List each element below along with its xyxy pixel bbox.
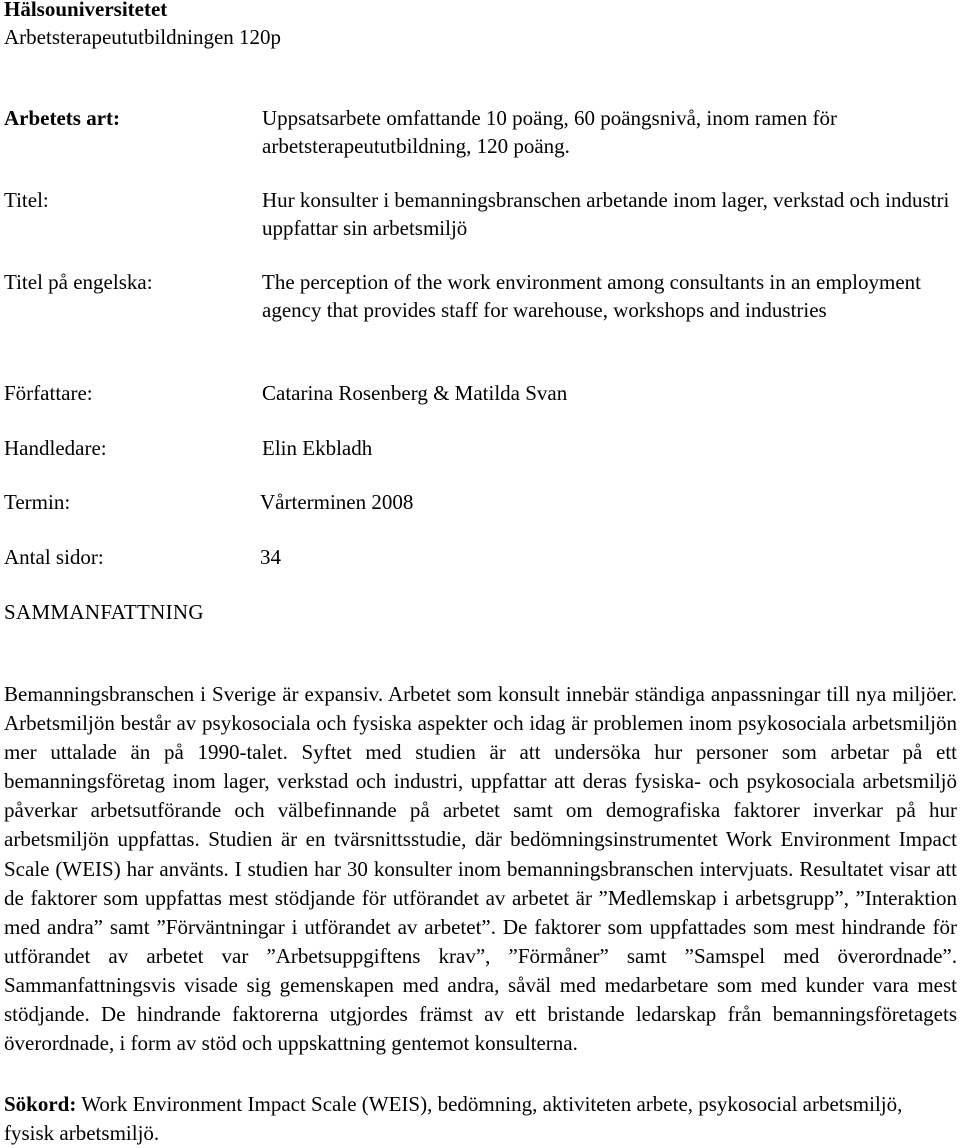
value-forfattare: Catarina Rosenberg & Matilda Svan bbox=[262, 381, 568, 405]
summary-text: Bemanningsbranschen i Sverige är expansiv. Arbetet som konsult innebär ständiga anpassningar till nya miljöer. Arbetsmiljön består av psykosociala och fysiska aspekter och idag är problemen inom psykosociala arbetsmiljön mer uttalade än på 1990-talet. Syftet med studien är att undersöka hur personer som arbetar på ett bemanningsföretag inom lager, verkstad och industri, uppfattar att deras fysiska- och psykosociala arbetsmiljö påverkar arbetsutförande och välbefinnande på arbetet samt om demografiska faktorer inverkar på hur arbetsmiljön uppfattas. Studien är en tvärsnittsstudie, där bedömningsinstrumentet Work Environment Impact Scale (WEIS) har använts. I studien har 30 konsulter inom bemanningsbranschen intervjuats. Resultatet visar att de faktorer som uppfattas mest stödjande för utförandet av arbetet är ”Medlemskap i arbetsgrupp”, ”Interaktion med andra” samt ”Förväntningar i utförandet av arbetet”. De faktorer som uppfattades som mest hindrande för utförandet av arbetet var ”Arbetsuppgiftens krav”, ”Förmåner” samt ”Samspel med överordnade”. Sammanfattningsvis visade sig gemenskapen med andra, såväl med medarbetare som med kunder vara mest stödjande. De hindrande faktorerna utgjordes främst av ett bristande ledarskap från bemanningsföretagets överordnade, i form av stöd och uppskattning gentemot konsulterna. bbox=[4, 682, 957, 1056]
keywords bbox=[4, 1090, 957, 1148]
label-arbetets-art: Arbetets art: bbox=[4, 106, 121, 130]
label-forfattare: Författare: bbox=[4, 381, 93, 405]
label-titel-engelska: Titel på engelska: bbox=[4, 270, 153, 294]
label-handledare: Handledare: bbox=[4, 436, 107, 460]
keywords-label: Sökord: bbox=[4, 1092, 77, 1116]
value-handledare: Elin Ekbladh bbox=[262, 436, 373, 460]
keywords-text: Work Environment Impact Scale (WEIS), bedömning, aktiviteten arbete, psykosocial arbetsmiljö, fysisk arbetsmiljö. bbox=[4, 1092, 903, 1145]
label-titel: Titel: bbox=[4, 188, 49, 212]
value-termin: Vårterminen 2008 bbox=[260, 490, 414, 514]
program-name: Arbetsterapeututbildningen 120p bbox=[4, 25, 282, 49]
label-termin: Termin: bbox=[4, 490, 71, 514]
value-antal-sidor: 34 bbox=[260, 545, 281, 569]
value-arbetets-art: Uppsatsarbete omfattande 10 poäng, 60 poängsnivå, inom ramen för arbetsterapeututbildning, 120 poäng. bbox=[262, 106, 838, 158]
value-titel: Hur konsulter i bemanningsbranschen arbetande inom lager, verkstad och industri uppfattar sin arbetsmiljö bbox=[262, 188, 950, 240]
label-antal-sidor: Antal sidor: bbox=[4, 545, 104, 569]
summary-heading: SAMMANFATTNING bbox=[4, 600, 204, 624]
university-name: Hälsouniversitetet bbox=[4, 0, 168, 21]
value-titel-engelska: The perception of the work environment among consultants in an employment agency that provides staff for warehouse, workshops and industries bbox=[262, 270, 921, 322]
